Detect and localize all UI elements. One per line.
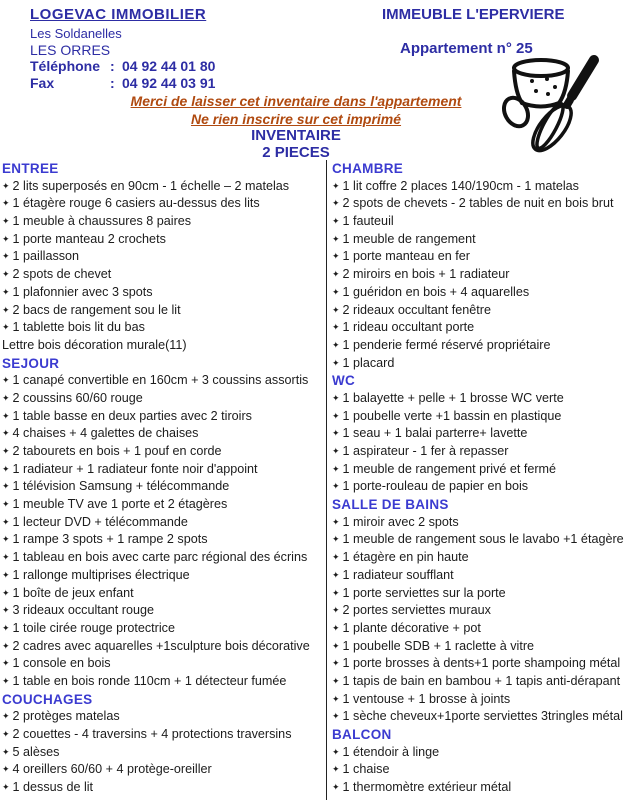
phone-number: 04 92 44 01 80 xyxy=(122,58,216,74)
inventory-item xyxy=(332,744,639,762)
inventory-item xyxy=(2,620,326,638)
item-text: 1 console en bois xyxy=(12,656,111,671)
inventory-item xyxy=(2,319,326,337)
bullet-icon: ✦ xyxy=(332,410,340,421)
item-text: 1 tableau en bois avec carte parc régional des écrins xyxy=(12,550,308,565)
inventory-item xyxy=(332,691,639,709)
bullet-icon: ✦ xyxy=(2,216,10,227)
bullet-icon: ✦ xyxy=(332,269,340,280)
item-text: 3 rideaux occultant rouge xyxy=(12,603,154,618)
bullet-icon: ✦ xyxy=(2,640,10,651)
bullet-icon: ✦ xyxy=(332,481,340,492)
inventory-item xyxy=(332,531,639,549)
item-text: 2 coussins 60/60 rouge xyxy=(12,390,143,405)
building-name: IMMEUBLE L'EPERVIERE xyxy=(382,6,565,23)
inventory-item xyxy=(332,461,639,479)
bullet-icon: ✦ xyxy=(332,622,340,633)
phone-colon: : xyxy=(110,58,115,74)
inventory-item xyxy=(332,655,639,673)
item-text: 1 lecteur DVD + télécommande xyxy=(12,514,188,529)
inventory-item xyxy=(332,602,639,620)
inventory-item xyxy=(2,708,326,726)
inventory-item xyxy=(332,567,639,585)
inventory-item xyxy=(2,425,326,443)
bullet-icon: ✦ xyxy=(332,693,340,704)
bullet-icon: ✦ xyxy=(332,339,340,350)
item-text: 1 table basse en deux parties avec 2 tiroirs xyxy=(12,408,252,423)
inventory-item xyxy=(332,549,639,567)
bullet-icon: ✦ xyxy=(2,392,10,403)
item-text: 2 couettes - 4 traversins + 4 protections traversins xyxy=(12,727,292,741)
item-text: 1 plafonnier avec 3 spots xyxy=(12,284,153,299)
inventory-item xyxy=(332,478,639,496)
item-text: 1 porte brosses à dents+1 porte shampoing métal xyxy=(342,656,621,671)
item-text: 1 balayette + pelle + 1 brosse WC verte xyxy=(342,390,564,405)
inventory-item xyxy=(332,425,639,443)
bullet-icon: ✦ xyxy=(332,534,340,545)
document-header xyxy=(0,0,639,160)
inventory-item xyxy=(332,195,639,213)
bullet-icon: ✦ xyxy=(2,304,10,315)
bullet-icon: ✦ xyxy=(2,428,10,439)
inventory-item xyxy=(332,302,639,320)
bullet-icon: ✦ xyxy=(332,286,340,297)
bullet-icon: ✦ xyxy=(332,216,340,227)
bullet-icon: ✦ xyxy=(2,286,10,297)
inventory-item xyxy=(332,337,639,355)
bullet-icon: ✦ xyxy=(2,729,10,739)
item-text: 1 rallonge multiprises électrique xyxy=(12,567,190,582)
item-text: Lettre bois décoration murale(11) xyxy=(2,337,187,352)
inventory-item xyxy=(2,496,326,514)
bullet-icon: ✦ xyxy=(2,446,10,456)
inventory-item xyxy=(2,284,326,302)
bullet-icon: ✦ xyxy=(2,198,10,209)
item-text: 1 poubelle verte +1 bassin en plastique xyxy=(342,408,562,423)
company-name: LOGEVAC IMMOBILIER xyxy=(30,6,207,23)
inventory-item xyxy=(332,248,639,266)
bullet-icon: ✦ xyxy=(2,499,10,510)
bullet-icon: ✦ xyxy=(332,552,340,563)
bullet-icon: ✦ xyxy=(2,711,10,722)
inventory-item xyxy=(332,514,639,532)
bullet-icon: ✦ xyxy=(2,180,10,191)
section-header-chambre: CHAMBRE xyxy=(332,161,404,176)
inventory-item xyxy=(332,638,639,656)
inventory-item xyxy=(2,461,326,479)
item-text: 1 boîte de jeux enfant xyxy=(12,585,134,600)
phone-row xyxy=(30,58,215,74)
inventory-item xyxy=(2,408,326,426)
inventory-item xyxy=(2,478,326,496)
item-text: 1 chaise xyxy=(342,762,390,777)
inventory-item xyxy=(2,779,326,797)
bullet-icon: ✦ xyxy=(332,251,340,262)
bullet-icon: ✦ xyxy=(2,534,10,545)
bullet-icon: ✦ xyxy=(2,269,10,280)
bullet-icon: ✦ xyxy=(332,516,340,527)
column-left xyxy=(0,160,327,800)
item-text: 1 meuble de rangement sous le lavabo +1 étagère xyxy=(342,532,624,547)
inventory-item xyxy=(332,178,639,196)
inventory-item xyxy=(332,779,639,797)
bullet-icon: ✦ xyxy=(2,251,10,262)
bullet-icon: ✦ xyxy=(332,569,340,580)
bullet-icon: ✦ xyxy=(332,764,340,775)
inventory-item xyxy=(2,231,326,249)
item-text: 1 radiateur + 1 radiateur fonte noir d'appoint xyxy=(12,461,258,476)
inventory-item xyxy=(332,585,639,603)
item-text: 2 spots de chevets - 2 tables de nuit en bois brut xyxy=(342,196,614,211)
item-text: 1 paillasson xyxy=(12,249,80,264)
item-text: 1 porte manteau en fer xyxy=(342,249,470,264)
bowl-egg-whisk-illustration xyxy=(492,52,628,162)
section-header-couchages: COUCHAGES xyxy=(2,691,93,707)
item-text: 1 rideau occultant porte xyxy=(342,320,475,335)
bullet-icon: ✦ xyxy=(332,198,340,209)
bullet-icon: ✦ xyxy=(332,446,340,456)
item-text: 1 lit coffre 2 places 140/190cm - 1 matelas xyxy=(342,178,579,193)
bullet-icon: ✦ xyxy=(332,233,340,244)
item-text: 1 meuble de rangement xyxy=(342,231,476,246)
inventory-item xyxy=(332,231,639,249)
inventory-item xyxy=(2,744,326,762)
bullet-icon: ✦ xyxy=(332,658,340,669)
bullet-icon: ✦ xyxy=(2,552,10,563)
bullet-icon: ✦ xyxy=(332,322,340,333)
item-text: 1 placard xyxy=(342,355,395,370)
item-text: 2 cadres avec aquarelles +1sculpture bois décorative xyxy=(12,638,310,653)
inventory-item xyxy=(2,248,326,266)
bullet-icon: ✦ xyxy=(2,516,10,527)
inventory-item xyxy=(332,284,639,302)
inventory-item xyxy=(332,319,639,337)
inventory-item xyxy=(2,761,326,779)
item-text: 1 tablette bois lit du bas xyxy=(12,320,145,335)
item-text: 4 oreillers 60/60 + 4 protège-oreiller xyxy=(12,762,212,777)
bullet-icon: ✦ xyxy=(2,481,10,492)
bullet-icon: ✦ xyxy=(2,746,10,757)
item-text: 2 lits superposés en 90cm - 1 échelle – 2 matelas xyxy=(12,178,290,193)
inventory-item xyxy=(2,178,326,196)
item-text: 1 table en bois ronde 110cm + 1 détecteur fumée xyxy=(12,673,287,688)
item-text: 1 poubelle SDB + 1 raclette à vitre xyxy=(342,638,535,653)
inventory-item xyxy=(332,408,639,426)
item-text: 2 rideaux occultant fenêtre xyxy=(342,302,491,317)
inventory-item xyxy=(2,213,326,231)
inventory-item xyxy=(2,531,326,549)
bullet-icon: ✦ xyxy=(2,233,10,244)
bullet-icon: ✦ xyxy=(2,375,10,386)
bullet-icon: ✦ xyxy=(332,428,340,439)
inventory-columns xyxy=(0,160,639,800)
item-text: 1 tapis de bain en bambou + 1 tapis anti-dérapant xyxy=(342,673,621,688)
bullet-icon: ✦ xyxy=(332,640,340,651)
item-text: 2 spots de chevet xyxy=(12,267,112,282)
fax-colon: : xyxy=(110,75,115,91)
bullet-icon: ✦ xyxy=(332,782,340,793)
bullet-icon: ✦ xyxy=(2,410,10,421)
item-text: 1 porte-rouleau de papier en bois xyxy=(342,479,529,494)
bullet-icon: ✦ xyxy=(2,658,10,669)
bullet-icon: ✦ xyxy=(332,357,340,368)
bullet-icon: ✦ xyxy=(332,605,340,616)
item-text: 1 ventouse + 1 brosse à joints xyxy=(342,691,511,706)
bullet-icon: ✦ xyxy=(2,569,10,580)
apartment-number: Appartement n° 25 xyxy=(400,40,533,57)
item-text: 1 étagère en pin haute xyxy=(342,550,469,565)
bullet-icon: ✦ xyxy=(2,675,10,686)
inventory-item xyxy=(332,673,639,691)
bullet-icon: ✦ xyxy=(332,746,340,757)
bullet-icon: ✦ xyxy=(2,622,10,633)
item-text: 2 tabourets en bois + 1 pouf en corde xyxy=(12,444,222,458)
inventory-item xyxy=(332,620,639,638)
inventory-item xyxy=(2,195,326,213)
fax-row xyxy=(30,75,215,91)
item-text: 1 penderie fermé réservé propriétaire xyxy=(342,337,551,352)
inventory-item xyxy=(2,302,326,320)
fax-number: 04 92 44 03 91 xyxy=(122,75,216,91)
bullet-icon: ✦ xyxy=(2,764,10,775)
item-text: 1 aspirateur - 1 fer à repasser xyxy=(342,444,509,458)
document-subtitle: 2 PIECES xyxy=(262,144,330,161)
item-text: 2 bacs de rangement sou le lit xyxy=(12,302,181,317)
item-text: 1 toile cirée rouge protectrice xyxy=(12,620,175,635)
item-text: 4 chaises + 4 galettes de chaises xyxy=(12,426,199,441)
inventory-item xyxy=(332,761,639,779)
bullet-icon: ✦ xyxy=(332,711,340,722)
item-text: 1 étagère rouge 6 casiers au-dessus des lits xyxy=(12,196,260,211)
document-title: INVENTAIRE xyxy=(251,127,341,144)
item-text: 1 porte manteau 2 crochets xyxy=(12,231,166,246)
bullet-icon: ✦ xyxy=(2,463,10,474)
inventory-item xyxy=(332,390,639,408)
company-address-line2: LES ORRES xyxy=(30,42,111,58)
fax-label: Fax xyxy=(30,75,55,91)
notice-keep-inventory: Merci de laisser cet inventaire dans l'appartement xyxy=(130,93,462,109)
bullet-icon: ✦ xyxy=(332,392,340,403)
section-header-balcon: BALCON xyxy=(332,727,392,742)
notice-do-not-write: Ne rien inscrire sur cet imprimé xyxy=(190,111,402,127)
inventory-item xyxy=(2,585,326,603)
item-text: 1 étendoir à linge xyxy=(342,744,440,759)
section-header-salle-de-bains: SALLE DE BAINS xyxy=(332,497,449,513)
inventory-item xyxy=(2,567,326,585)
bullet-icon: ✦ xyxy=(332,587,340,598)
item-text: 1 meuble de rangement privé et fermé xyxy=(342,461,557,476)
section-header-entree: ENTREE xyxy=(2,161,59,176)
item-text: 1 dessus de lit xyxy=(12,780,94,795)
bullet-icon: ✦ xyxy=(332,463,340,474)
item-text: 1 thermomètre extérieur métal xyxy=(342,780,512,795)
inventory-item xyxy=(2,549,326,567)
inventory-item xyxy=(2,638,326,656)
inventory-item xyxy=(2,372,326,390)
inventory-item xyxy=(2,673,326,691)
column-right xyxy=(327,160,639,800)
item-text: 2 miroirs en bois + 1 radiateur xyxy=(342,267,510,282)
inventory-item xyxy=(2,514,326,532)
bullet-icon: ✦ xyxy=(2,322,10,333)
item-text: 1 seau + 1 balai parterre+ lavette xyxy=(342,426,528,441)
inventory-item xyxy=(332,708,639,726)
inventory-item xyxy=(2,266,326,284)
item-text: 1 porte serviettes sur la porte xyxy=(342,585,506,600)
item-text: 1 sèche cheveux+1porte serviettes 3tringles métal xyxy=(342,709,623,724)
item-text: 1 rampe 3 spots + 1 rampe 2 spots xyxy=(12,532,208,547)
inventory-item xyxy=(2,602,326,620)
bullet-icon: ✦ xyxy=(332,304,340,315)
bullet-icon: ✦ xyxy=(2,587,10,598)
item-text: 1 meuble TV ave 1 porte et 2 étagères xyxy=(12,497,228,512)
item-text: 2 portes serviettes muraux xyxy=(342,603,491,618)
item-text: 1 canapé convertible en 160cm + 3 coussins assortis xyxy=(12,373,309,388)
bullet-icon: ✦ xyxy=(332,675,340,686)
section-header-wc: WC xyxy=(332,373,356,389)
inventory-item xyxy=(332,443,639,461)
item-text: 2 protèges matelas xyxy=(12,709,120,724)
inventory-item xyxy=(332,355,639,373)
item-text: 1 télévision Samsung + télécommande xyxy=(12,479,230,494)
company-address-line1: Les Soldanelles xyxy=(30,26,122,41)
item-text: 1 guéridon en bois + 4 aquarelles xyxy=(342,284,530,299)
bullet-icon: ✦ xyxy=(2,605,10,616)
item-text: 1 miroir avec 2 spots xyxy=(342,514,459,529)
phone-label: Téléphone xyxy=(30,58,101,74)
section-header-sejour: SEJOUR xyxy=(2,355,60,371)
item-text: 1 plante décorative + pot xyxy=(342,620,481,635)
inventory-item xyxy=(2,443,326,461)
bullet-icon: ✦ xyxy=(332,180,340,191)
inventory-item xyxy=(332,266,639,284)
inventory-item xyxy=(2,337,326,355)
item-text: 1 fauteuil xyxy=(342,214,394,229)
item-text: 1 meuble à chaussures 8 paires xyxy=(12,214,192,229)
inventory-item xyxy=(2,726,326,744)
bullet-icon: ✦ xyxy=(2,782,10,793)
inventory-item xyxy=(332,213,639,231)
item-text: 5 alèses xyxy=(12,744,60,759)
inventory-item xyxy=(2,655,326,673)
item-text: 1 radiateur soufflant xyxy=(342,567,454,582)
inventory-item xyxy=(2,390,326,408)
